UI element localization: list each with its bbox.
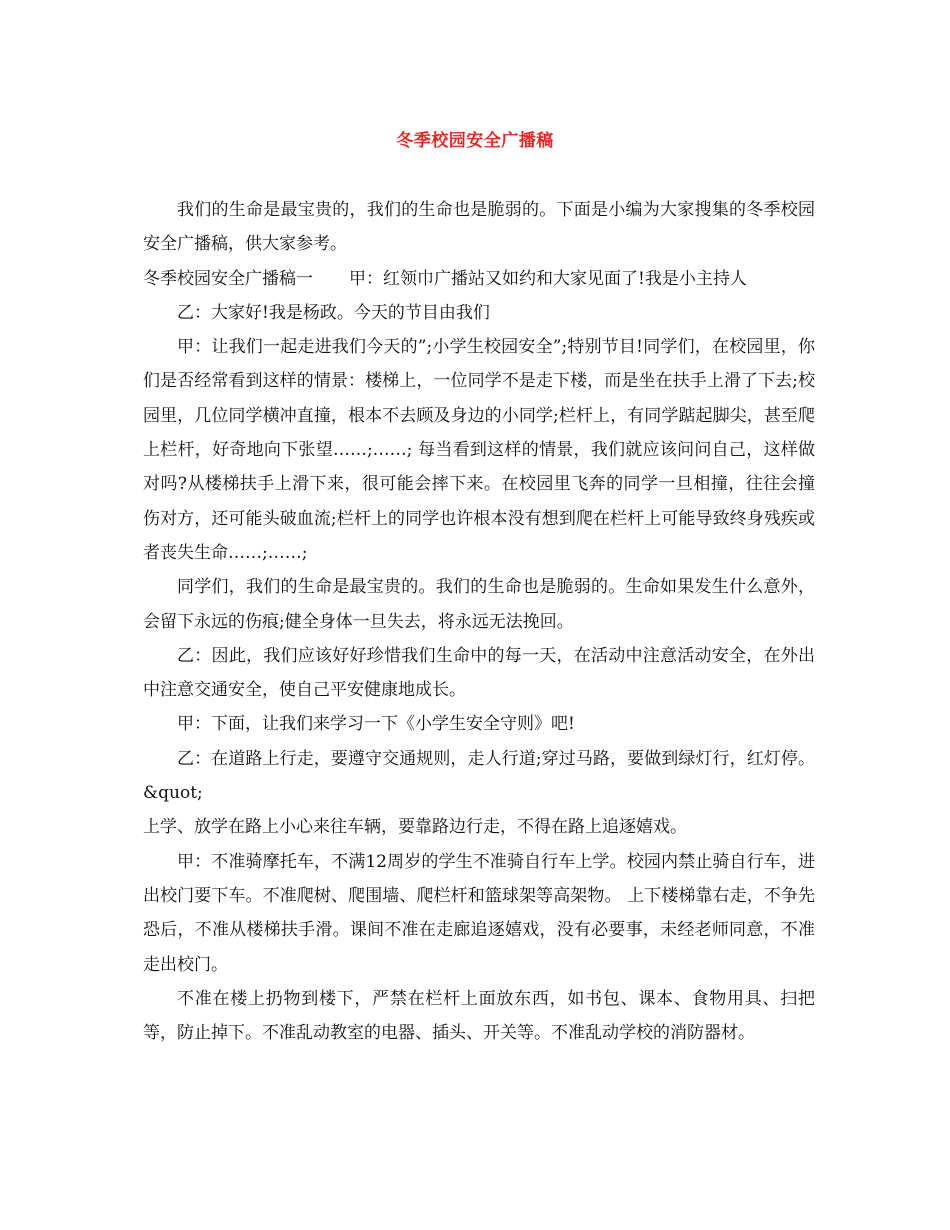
paragraph-8: 甲：不准骑摩托车，不满12周岁的学生不准骑自行车上学。校园内禁止骑自行车，进出校门要下车。不准爬树、爬围墙、爬栏杆和篮球架等高架物。 上下楼梯靠右走，不争先恐后，不准从楼梯扶手滑。课间不准在走廊追逐嬉戏，没有必要事，未经老师同意，不准走出校门。 [143, 851, 815, 975]
document-body [143, 193, 815, 1050]
document-title: 冬季校园安全广播稿 [396, 131, 554, 151]
section-first-line: 甲：红领巾广播站又如约和大家见面了!我是小主持人 [349, 268, 747, 289]
paragraph-4: 乙：因此，我们应该好好珍惜我们生命中的每一天，在活动中注意活动安全，在外出中注意交通安全，使自己平安健康地成长。 [143, 645, 815, 701]
section-heading-line [143, 262, 815, 296]
paragraph-6: 乙：在道路上行走，要遵守交通规则，走人行道;穿过马路，要做到绿灯行，红灯停。&quot; [143, 748, 815, 804]
intro-paragraph: 我们的生命是最宝贵的，我们的生命也是脆弱的。下面是小编为大家搜集的冬季校园安全广播稿，供大家参考。 [143, 200, 815, 255]
paragraph-9: 不准在楼上扔物到楼下，严禁在栏杆上面放东西，如书包、课本、食物用具、扫把等，防止掉下。不准乱动教室的电器、插头、开关等。不准乱动学校的消防器材。 [143, 988, 815, 1044]
paragraph-3: 同学们，我们的生命是最宝贵的。我们的生命也是脆弱的。生命如果发生什么意外，会留下永远的伤痕;健全身体一旦失去，将永远无法挽回。 [143, 577, 815, 632]
paragraph-7: 上学、放学在路上小心来往车辆，要靠路边行走，不得在路上追逐嬉戏。 [143, 817, 687, 838]
paragraph-2: 甲：让我们一起走进我们今天的”;小学生校园安全”;特别节目!同学们，在校园里，你们是否经常看到这样的情景：楼梯上，一位同学不是走下楼，而是坐在扶手上滑了下去;校园里，几位同学横冲直撞，根本不去顾及身边的小同学;栏杆上，有同学踮起脚尖，甚至爬上栏杆，好奇地向下张望……;……; 每当看到这样的情景，我们就应该问问自己，这样做对吗?从楼梯扶手上滑下来，很可能会摔下来。在校园里飞奔的同学一旦相撞，往往会撞伤对方，还可能头破血流;栏杆上的同学也许根本没有想到爬在栏杆上可能导致终身残疾或者丧失生命……;……; [143, 337, 815, 563]
section-heading: 冬季校园安全广播稿一 [143, 268, 313, 289]
paragraph-1: 乙：大家好!我是杨政。今天的节目由我们 [177, 302, 490, 323]
paragraph-5: 甲：下面，让我们来学习一下《小学生安全守则》吧! [177, 714, 575, 735]
